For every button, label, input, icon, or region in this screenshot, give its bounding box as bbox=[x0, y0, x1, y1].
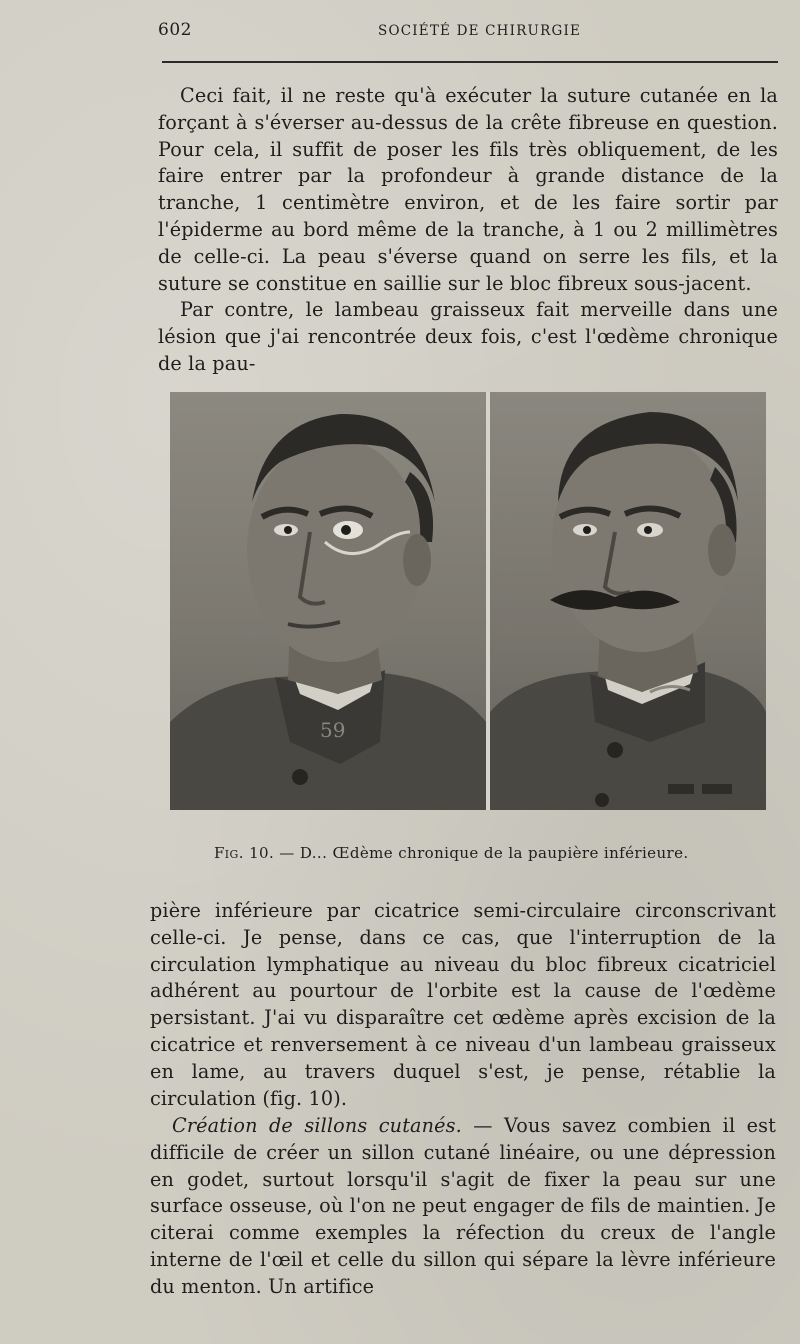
page-header bbox=[158, 18, 778, 46]
portrait-after bbox=[490, 392, 766, 810]
figure-label: Fig. 10. bbox=[214, 844, 275, 862]
figure-10 bbox=[170, 392, 766, 810]
photo-after bbox=[490, 392, 766, 810]
section-heading-sillons: Création de sillons cutanés. bbox=[172, 1114, 462, 1137]
paragraph-sillons-body: — Vous savez combien il est difficile de créer un sillon cutané linéaire, ou une dépression en godet, surtout lorsqu'il s'agit de fixer la peau sur une surface osseuse, où l'on ne peut engager de fils de maintien. Je citerai comme exemples la réfection du creux de l'angle interne de l'œil et celle du sillon qui sépare la lèvre inférieure du menton. Un artifice bbox=[150, 1114, 777, 1298]
page-number: 602 bbox=[158, 20, 192, 40]
collar-insignia: 59 bbox=[320, 718, 346, 742]
running-head: SOCIÉTÉ DE CHIRURGIE bbox=[378, 23, 582, 39]
figure-caption-text: — D... Œdème chronique de la paupière inférieure. bbox=[274, 844, 689, 862]
paragraph-suture: Ceci fait, il ne reste qu'à exécuter la suture cutanée en la forçant à s'éverser au-dessus de la crête fibreuse en question. Pour cela, il suffit de poser les fils très obliquement, de les faire entrer par la profondeur à grande distance de la tranche, 1 centimètre environ, et de les faire sortir par l'épiderme au bord même de la tranche, à 1 ou 2 millimètres de celle-ci. La peau s'éverse quand on serre les fils, et la suture se constitue en saillie sur le bloc fibreux sous-jacent. bbox=[158, 84, 778, 295]
figure-caption bbox=[214, 844, 734, 862]
paragraph-sillons bbox=[150, 1113, 776, 1301]
portrait-before bbox=[170, 392, 486, 810]
paragraph-oedeme: pière inférieure par cicatrice semi-circulaire circonscrivant celle-ci. Je pense, dans ce cas, que l'interruption de la circulation lymphatique au niveau du bloc fibreux cicatriciel adhérent au pourtour de l'orbite est la cause de l'œdème persistant. J'ai vu disparaître cet œdème après excision de la cicatrice et renversement à ce niveau d'un lambeau graisseux en lame, au travers duquel s'est, je pense, rétablie la circulation (fig. 10). bbox=[150, 899, 776, 1110]
header-rule bbox=[162, 61, 778, 63]
paragraph-lambeau: Par contre, le lambeau graisseux fait merveille dans une lésion que j'ai rencontrée deux fois, c'est l'œdème chronique de la pau- bbox=[158, 298, 778, 375]
photo-before bbox=[170, 392, 486, 810]
